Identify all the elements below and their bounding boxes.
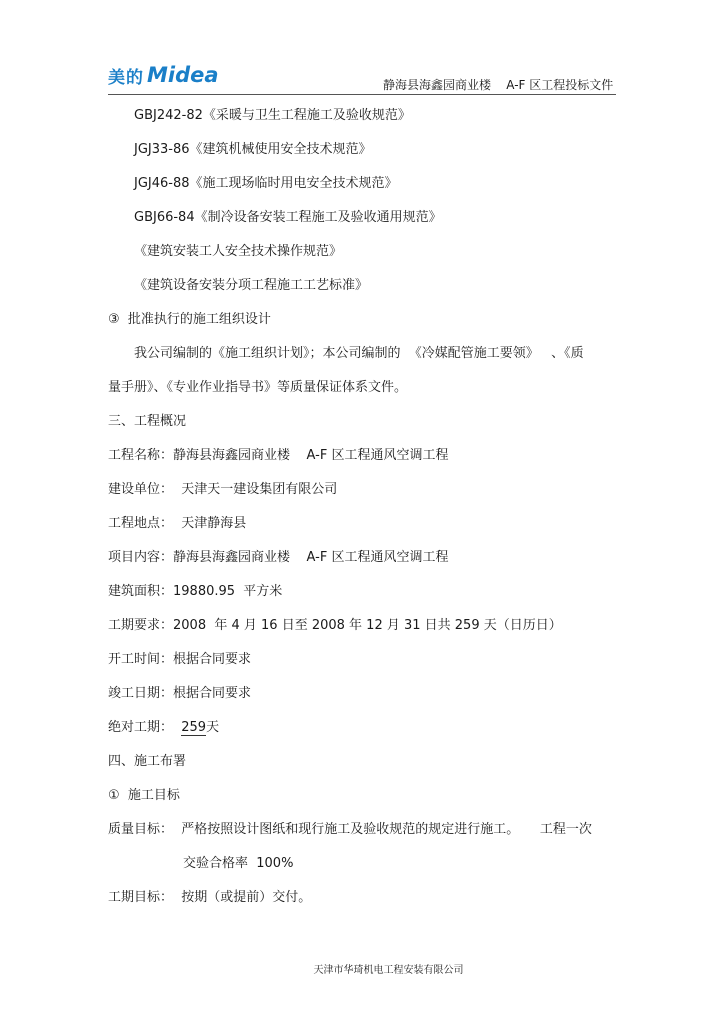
standard-line-4: GBJ66-84《制冷设备安装工程施工及验收通用规范》 (134, 210, 442, 225)
standard-line-1: GBJ242-82《采暖与卫生工程施工及验收规范》 (134, 108, 411, 123)
absolute-duration-value: 259 (181, 720, 207, 735)
standard-line-6: 《建筑设备安装分项工程施工工艺标准》 (134, 278, 369, 293)
standard-line-3: JGJ46-88《施工现场临时用电安全技术规范》 (134, 176, 398, 191)
footer (0, 961, 723, 976)
schedule-goal: 工期目标： 按期（或提前）交付。 (108, 890, 312, 905)
logo-english-text: Midea (147, 63, 219, 87)
construction-unit: 建设单位： 天津天一建设集团有限公司 (108, 482, 338, 497)
project-name: 工程名称：静海县海鑫园商业楼 A-F 区工程通风空调工程 (108, 448, 449, 463)
project-content: 项目内容：静海县海鑫园商业楼 A-F 区工程通风空调工程 (108, 550, 449, 565)
subheading-construction-goals: ① 施工目标 (108, 788, 180, 803)
midea-logo (108, 62, 219, 88)
absolute-duration (108, 720, 219, 736)
absolute-duration-unit: 天 (206, 720, 220, 735)
section-heading-construction-design: ③ 批准执行的施工组织设计 (108, 312, 271, 327)
standard-line-2: JGJ33-86《建筑机械使用安全技术规范》 (134, 142, 372, 157)
quality-goal-line-2: 交验合格率 100% (183, 856, 294, 871)
section-heading-project-overview: 三、工程概况 (108, 414, 187, 429)
paragraph-line-1: 我公司编制的《施工组织计划》；本公司编制的 《冷媒配管施工要领》 、《质 (134, 346, 584, 361)
standard-line-5: 《建筑安装工人安全技术操作规范》 (134, 244, 343, 259)
project-location: 工程地点： 天津静海县 (108, 516, 247, 531)
absolute-duration-label: 绝对工期： (108, 720, 182, 735)
start-time: 开工时间：根据合同要求 (108, 652, 252, 667)
header-title: 静海县海鑫园商业楼 A-F 区工程投标文件 (383, 78, 614, 92)
quality-goal-line-1: 质量目标： 严格按照设计图纸和现行施工及验收规范的规定进行施工。 工程一次 (108, 822, 592, 837)
logo-chinese-text: 美的 (108, 67, 144, 88)
completion-date: 竣工日期：根据合同要求 (108, 686, 252, 701)
header-divider (108, 94, 616, 95)
building-area: 建筑面积：19880.95 平方米 (108, 584, 283, 599)
footer-company: 天津市华琦机电工程安装有限公司 (313, 965, 464, 976)
section-heading-construction-layout: 四、施工布署 (108, 754, 187, 769)
paragraph-line-2: 量手册》、《专业作业指导书》等质量保证体系文件。 (108, 380, 408, 395)
schedule-requirement: 工期要求：2008 年 4 月 16 日至 2008 年 12 月 31 日共 259 天（日历日） (108, 618, 562, 633)
